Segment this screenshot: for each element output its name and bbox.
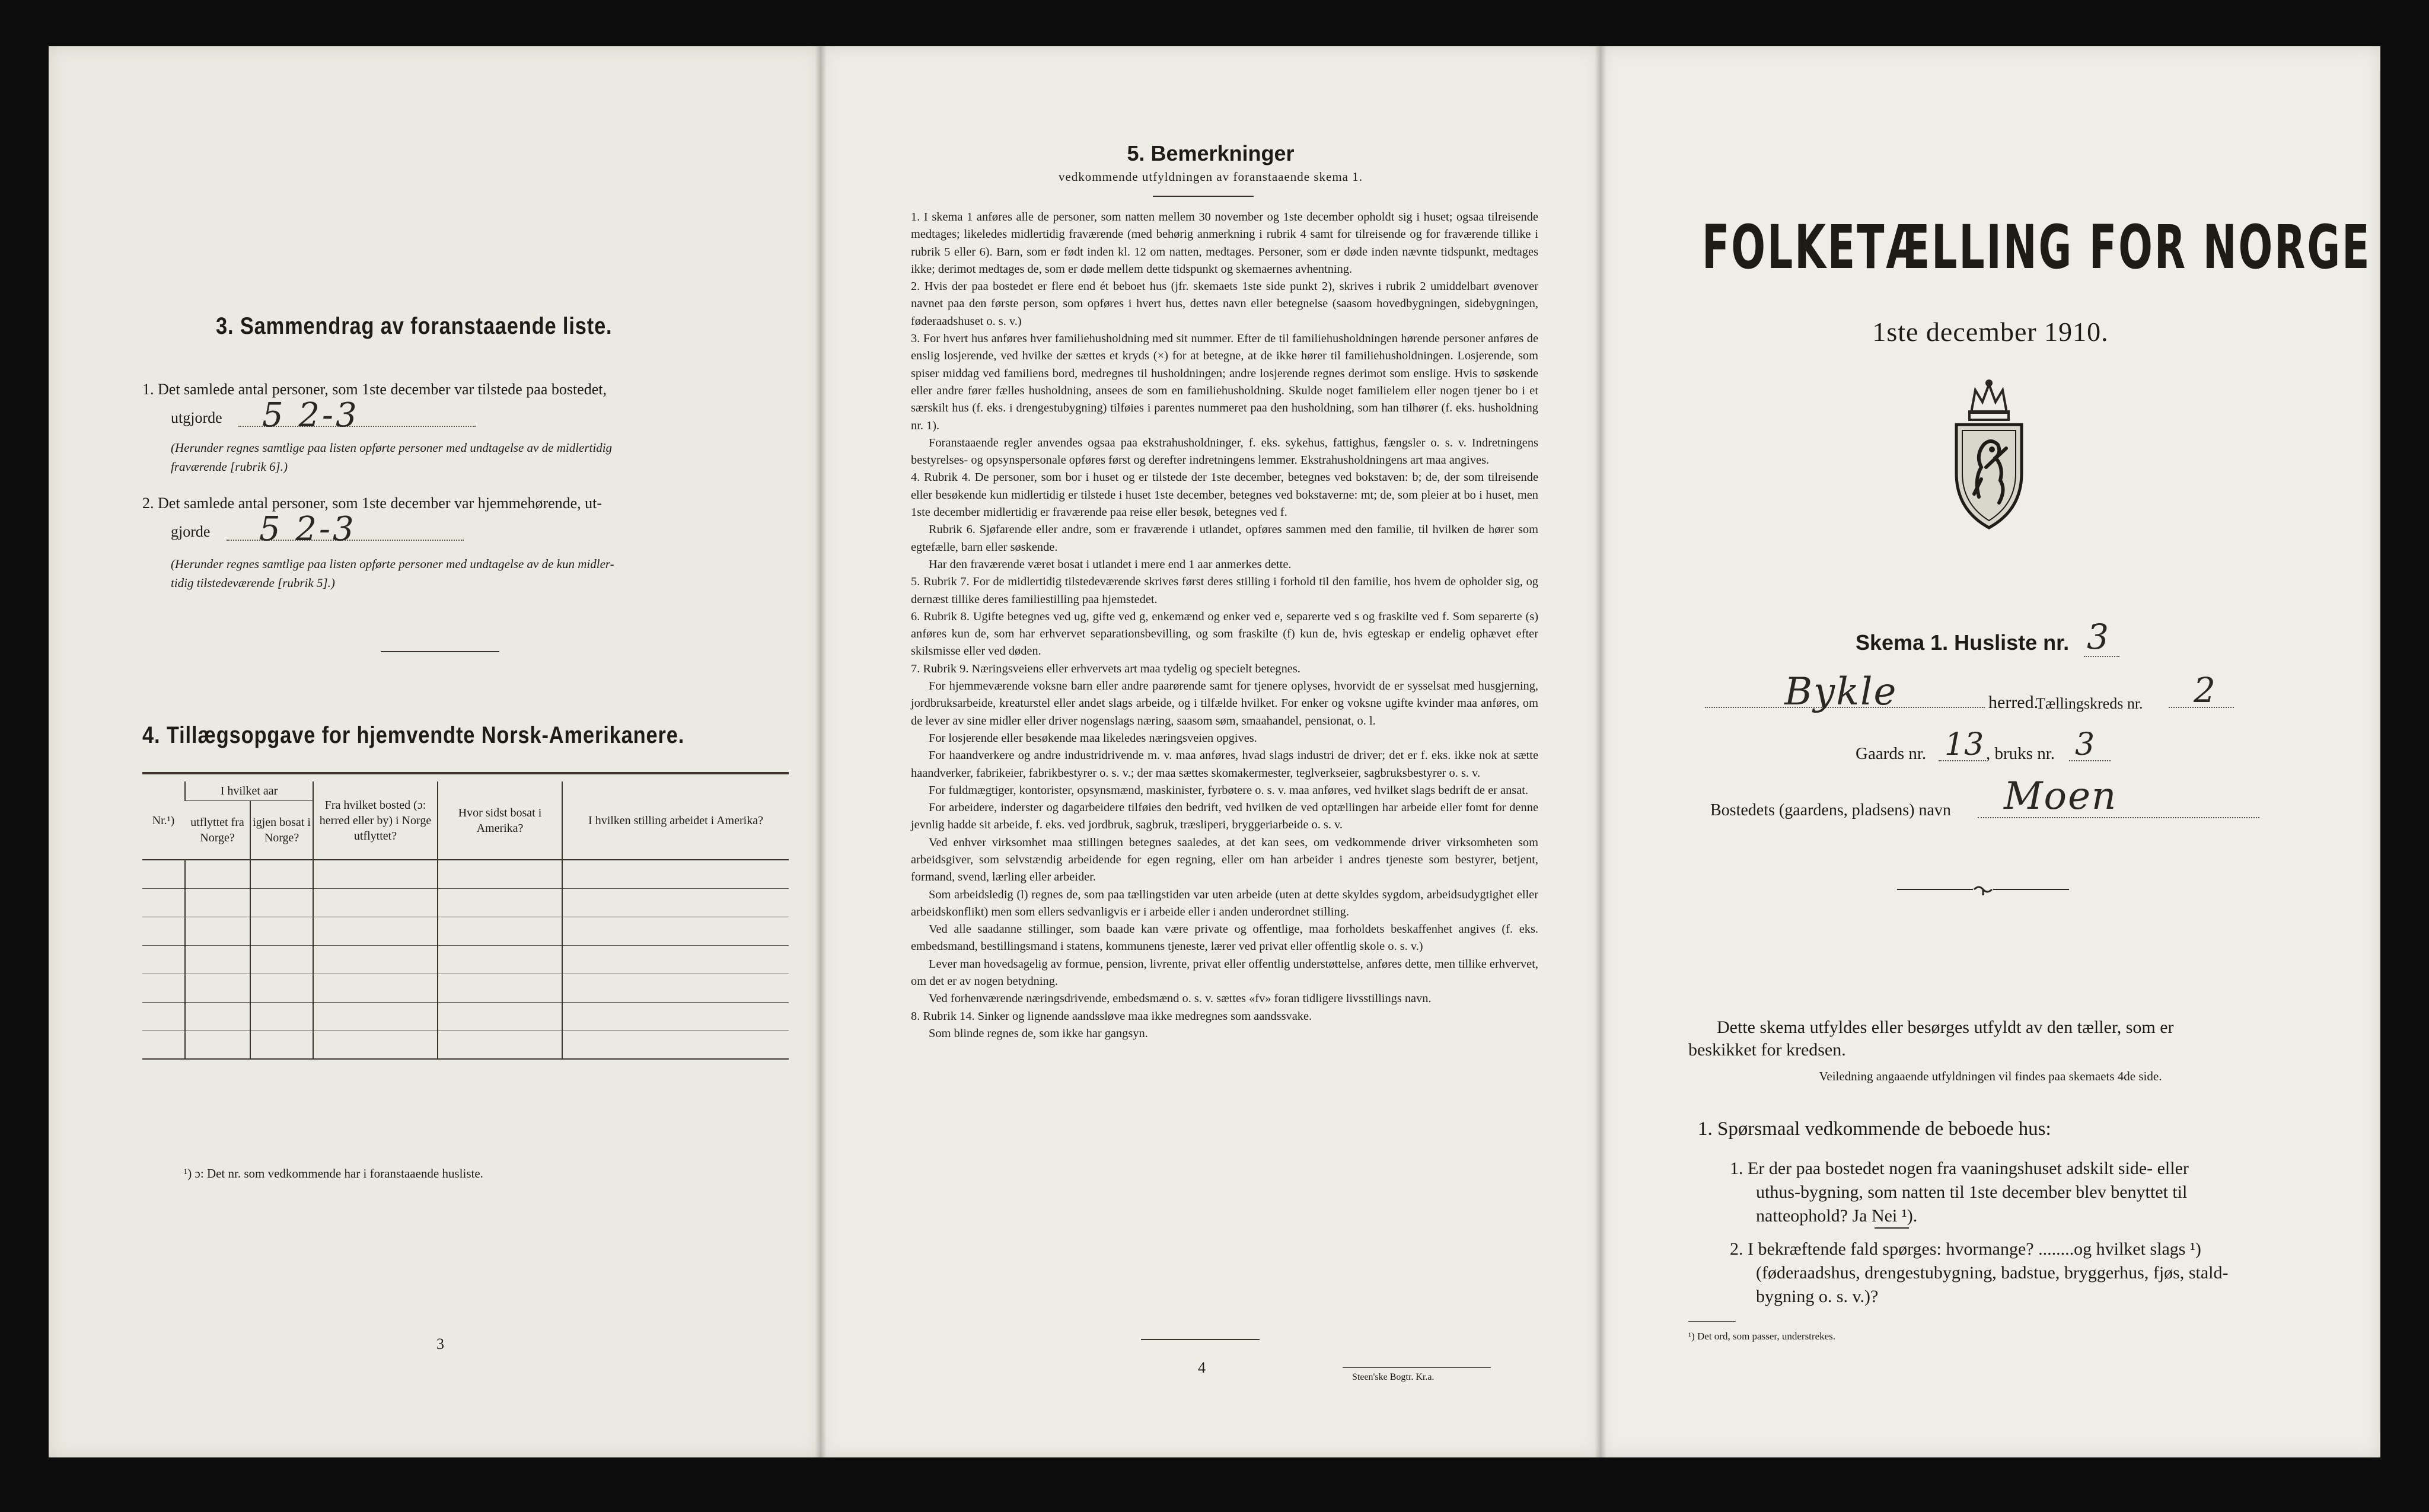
schema-label: Skema 1. Husliste nr. xyxy=(1856,630,2070,655)
question-2-line-1: 2. I bekræftende fald spørges: hvormange? ........og hvilket slags ¹) xyxy=(1730,1239,2201,1259)
husliste-nr-dotline xyxy=(2084,656,2119,657)
remark-2: 2. Hvis der paa bostedet er flere end ét beboet hus (jfr. skemaets 1ste side punkt 2), skrives i rubrik 2 umiddelbart øvenover navnet paa den første person, som opføres i hvert hus, dettes navn eller betegnelse (saasom hovedbygningen, sidebygningen, føderaadshuset o. s. v.) xyxy=(911,280,1538,328)
col-header-group: I hvilket aar xyxy=(185,781,313,800)
page-fold-shadow xyxy=(821,46,827,1457)
item-1-note-2: fraværende [rubrik 6].) xyxy=(171,460,288,474)
husliste-nr-value: 3 xyxy=(2087,617,2109,657)
remark-7h: Ved alle saadanne stillinger, som baade kan være private og offentlige, maa forholdets beskaffenhet angives (f. eks. embedsmand, bestillingsmand i statens, kommunens tjeneste, lærer ved privat eller offentlig skole o. s. v.) xyxy=(911,923,1538,953)
ornament-divider xyxy=(1897,885,2069,897)
question-1-line-2: uthus-bygning, som natten til 1ste december blev benyttet til xyxy=(1756,1182,2188,1202)
remarks-subheading: vedkommende utfyldningen av foranstaaende skema 1. xyxy=(1058,170,1363,184)
remark-4: 4. Rubrik 4. De personer, som bor i huset og er tilstede der 1ste december, betegnes ved bokstaven: b; de, der som tilreisende eller besøkende kun midlertidig er tilstede i huset 1ste december, betegnes ved bokstaverne: mt; de, som pleier at bo i huset, men 1ste december midlertidig er fraværende paa reise eller besøk, betegnes ved f. xyxy=(911,471,1538,519)
herred-label: herred. xyxy=(1988,693,2039,712)
table-row xyxy=(142,945,789,974)
page-fold-shadow xyxy=(1595,46,1601,1457)
remark-7i: Lever man hovedsagelig av formue, pension, livrente, privat eller offentlig understøttelse, anføres dette, men tillike erhvervet, om det er av nogen betydning. xyxy=(911,957,1538,988)
section-3-title: 3. Sammendrag av foranstaaende liste. xyxy=(216,313,613,339)
footnote-rule xyxy=(1688,1321,1736,1322)
kreds-label: Tællingskreds nr. xyxy=(2036,695,2143,712)
remark-8: 8. Rubrik 14. Sinker og lignende aandssløve maa ikke medregnes som aandssvake. xyxy=(911,1009,1312,1023)
herred-value: Bykle xyxy=(1784,670,1898,714)
remark-6: 6. Rubrik 8. Ugifte betegnes ved ug, gifte ved g, enkemænd og enker ved e, separerte ved s og fraskilte ved f. Som separerte (s) anføres kun de, som har erhvervet separationsbevilling, og som fraskilte (f) kun de, hvis egteskap er endelig ophævet efter skilsmisse eller ved døden. xyxy=(911,610,1538,658)
heading-rule xyxy=(1153,196,1254,197)
remark-5: 5. Rubrik 7. For de midlertidig tilstedeværende skrives først deres stilling i forhold til den familie, hos hvem de opholder sig, og dernæst tillike deres familiestilling paa hjemstedet. xyxy=(911,575,1538,606)
remarks-body xyxy=(911,209,1538,1042)
table-row xyxy=(142,974,789,1002)
table-row xyxy=(142,888,789,917)
gaards-value: 13 xyxy=(1945,727,1984,763)
remark-7a: For hjemmeværende voksne barn eller andre paarørende samt for tjenere oplyses, hvorvidt de er sysselsat med husgjerning, jordbruksarbeide, kreaturstel eller andet slags arbeide, og i tilfælde hvilket. For enker og voksne ugifte kvinder maa anføres, om de lever av sine midler eller driver nogenslags næring, saasom søm, smaahandel, pensionat, o. l. xyxy=(911,680,1538,728)
question-2-line-2: (føderaadshus, drengestubygning, badstue, bryggerhus, fjøs, stald- xyxy=(1756,1263,2229,1283)
remark-4c: Har den fraværende været bosat i utlandet i mere end 1 aar anmerkes dette. xyxy=(929,557,1292,571)
item-1-handwritten-value: 5 2-3 xyxy=(262,396,359,435)
table-row xyxy=(142,917,789,945)
remark-3b: Foranstaaende regler anvendes ogsaa paa ekstrahusholdninger, f. eks. sykehus, fattighus, fængsler o. s. v. Indretningens bestyrelses- og opsynspersonale opføres først og derefter indretningens lemmer. Ekstrahusholdningens art maa angives. xyxy=(911,436,1538,467)
page-number: 4 xyxy=(1198,1359,1206,1376)
separator-rule xyxy=(381,651,499,652)
item-2-note-1: (Herunder regnes samtlige paa listen opførte personer med undtagelse av de kun midler- xyxy=(171,557,614,571)
item-2-note-2: tidig tilstedeværende [rubrik 5].) xyxy=(171,576,335,590)
page-number: 3 xyxy=(436,1335,444,1352)
gaards-label: Gaards nr. xyxy=(1856,744,1927,763)
question-2-line-3: bygning o. s. v.)? xyxy=(1756,1287,1879,1306)
remark-7j: Ved forhenværende næringsdrivende, embedsmænd o. s. v. sættes «fv» foran tidligere livsstillings navn. xyxy=(929,992,1432,1006)
item-1-note-1: (Herunder regnes samtlige paa listen opførte personer med undtagelse av de midlertidig xyxy=(171,441,613,455)
col-header-occupation: I hvilken stilling arbeidet i Amerika? xyxy=(562,781,789,860)
table-top-rule xyxy=(142,772,789,774)
remark-1: 1. I skema 1 anføres alle de personer, som natten mellem 30 november og 1ste december opholdt sig i huset; ogsaa tilreisende medtages; likeledes midlertidig fraværende (med behørig anmerkning i rubrik 4 samt for tilreisende og for fraværende tillike i rubrik 5 eller 6). Barn, som er født inden kl. 12 om natten, medtages. Personer, som er døde inden nævnte tidspunkt, medtages ikke; derimot medtages de, som er døde mellem dette tidspunkt og skemaernes avhentning. xyxy=(911,210,1538,276)
remarks-heading: 5. Bemerkninger xyxy=(1127,141,1295,165)
printer-rule xyxy=(1343,1367,1491,1368)
col-header-nr: Nr.¹) xyxy=(142,781,185,860)
page-3 xyxy=(49,46,821,1457)
page-4 xyxy=(821,46,1601,1457)
norwegian-lion-crest-icon xyxy=(1945,378,2033,532)
printer-mark: Steen'ske Bogtr. Kr.a. xyxy=(1352,1372,1435,1382)
table-row xyxy=(142,1031,789,1059)
item-2-handwritten-value: 5 2-3 xyxy=(259,510,356,548)
nei-underline xyxy=(1875,1227,1909,1229)
page-1-cover xyxy=(1601,46,2380,1457)
table-row xyxy=(142,860,789,888)
questions-heading: 1. Spørsmaal vedkommende de beboede hus: xyxy=(1698,1118,2051,1140)
col-header-last-residence: Hvor sidst bosat i Amerika? xyxy=(438,781,562,860)
page-fold-shadow xyxy=(815,46,821,1457)
norsk-amerikanere-table xyxy=(142,781,789,1060)
item-2-text: 2. Det samlede antal personer, som 1ste december var hjemmehørende, ut- xyxy=(142,495,603,512)
col-header-returned: igjen bosat i Norge? xyxy=(250,800,313,860)
main-title: FOLKETÆLLING FOR NORGE xyxy=(1701,212,2371,283)
remark-7e: For arbeidere, inderster og dagarbeidere tilføies den bedrift, ved hvilken de ved optællingen har arbeide eller fomt for denne jevnlig hadde sit arbeide, f. eks. ved jordbruk, sagbruk, træsliperi, bryggeriarbeide o. s. v. xyxy=(911,801,1538,832)
section-4-title: 4. Tillægsopgave for hjemvendte Norsk-Amerikanere. xyxy=(142,722,685,748)
guidance-note: Veiledning angaaende utfyldningen vil findes paa skemaets 4de side. xyxy=(1819,1069,2162,1083)
remark-7: 7. Rubrik 9. Næringsveiens eller erhvervets art maa tydelig og specielt betegnes. xyxy=(911,662,1300,675)
question-1-line-3: natteophold? Ja Nei ¹). xyxy=(1756,1206,1918,1226)
footnote: ¹) Det ord, som passer, understrekes. xyxy=(1688,1331,1836,1342)
remark-7g: Som arbeidsledig (l) regnes de, som paa tællingstiden var uten arbeide (uten at dette skyldes sygdom, arbeidsudygtighet eller arbeidskonflikt) men som ellers sedvanligvis er i arbeide eller i anden underordnet stilling. xyxy=(911,888,1538,918)
instruction-line-2: beskikket for kredsen. xyxy=(1688,1040,1846,1060)
bruks-value: 3 xyxy=(2075,727,2095,763)
table-row xyxy=(142,1002,789,1031)
remark-7c: For haandverkere og andre industridrivende m. v. maa anføres, hvad slags industri de driver; det er f. eks. ikke nok at sætte haandverker, fabrikeier, fabrikbestyrer o. s. v.; der maa sættes skomakermester, teglverkseier, sagbruksbestyrer o. s. v. xyxy=(911,749,1538,780)
col-header-from-where: Fra hvilket bosted (ɔ: herred eller by) i Norge utflyttet? xyxy=(313,781,438,860)
census-date: 1ste december 1910. xyxy=(1872,317,2109,347)
bosted-dotline xyxy=(1978,817,2259,818)
item-2-label: gjorde xyxy=(171,523,211,540)
remark-7f: Ved enhver virksomhet maa stillingen betegnes saaledes, at det kan sees, om vedkommende driver virksomheten som arbeidsgiver, som selvstændig arbeidende for egen regning, eller om han arbeider i andres tjeneste som bestyrer, betjent, formand, svend, lærling eller arbeider. xyxy=(911,835,1538,884)
col-header-emigrated: utflyttet fra Norge? xyxy=(185,800,250,860)
bruks-label: , bruks nr. xyxy=(1986,744,2055,763)
remark-8b: Som blinde regnes de, som ikke har gangsyn. xyxy=(929,1026,1148,1040)
bosted-label: Bostedets (gaardens, pladsens) navn xyxy=(1710,801,1951,819)
item-1-text: 1. Det samlede antal personer, som 1ste december var tilstede paa bostedet, xyxy=(142,381,607,398)
bosted-value: Moen xyxy=(2004,774,2118,818)
gaards-dotline xyxy=(1939,760,1986,761)
remark-7d: For fuldmægtiger, kontorister, opsynsmænd, maskinister, fyrbøtere o. s. v. maa anføres, ved hvilket slags bedrift de er ansat. xyxy=(929,783,1529,797)
table-footnote: ¹) ɔ: Det nr. som vedkommende har i foranstaaende husliste. xyxy=(184,1166,483,1181)
bruks-dotline xyxy=(2069,760,2111,761)
instruction-line-1: Dette skema utfyldes eller besørges utfyldt av den tæller, som er xyxy=(1717,1017,2174,1037)
page-fold-shadow xyxy=(1601,46,1606,1457)
remark-3: 3. For hvert hus anføres hver familiehusholdning med sit nummer. Efter de til familiehusholdningen hørende personer anføres de enslig losjerende, ved hvilke der sættes et kryds (×) for at betegne, at de ikke hører til familiehusholdningen. Losjerende, som spiser middag ved familiens bord, medregnes til husholdningen; andre losjerende regnes derimot som enslige. Hvis to søskende eller andre fører fælles husholdning, ansees de som en familiehusholdning. Skulde noget familielem eller nogen tjener bo i et særskilt hus (f. eks. i drengestubygning) tilføies i parentes nummeret paa den husholdning, som han tilhører (f. eks. husholdning nr. 1). xyxy=(911,332,1538,432)
item-1-label: utgjorde xyxy=(171,409,222,426)
bottom-rule xyxy=(1141,1339,1260,1340)
kreds-value: 2 xyxy=(2194,670,2216,710)
question-1-line-1: 1. Er der paa bostedet nogen fra vaaningshuset adskilt side- eller xyxy=(1730,1159,2189,1178)
remark-7b: For losjerende eller besøkende maa likeledes næringsveien opgives. xyxy=(929,731,1257,745)
remark-4b: Rubrik 6. Sjøfarende eller andre, som er fraværende i utlandet, opføres sammen med den familie, til hvilken de hører som egtefælle, barn eller søskende. xyxy=(911,523,1538,554)
